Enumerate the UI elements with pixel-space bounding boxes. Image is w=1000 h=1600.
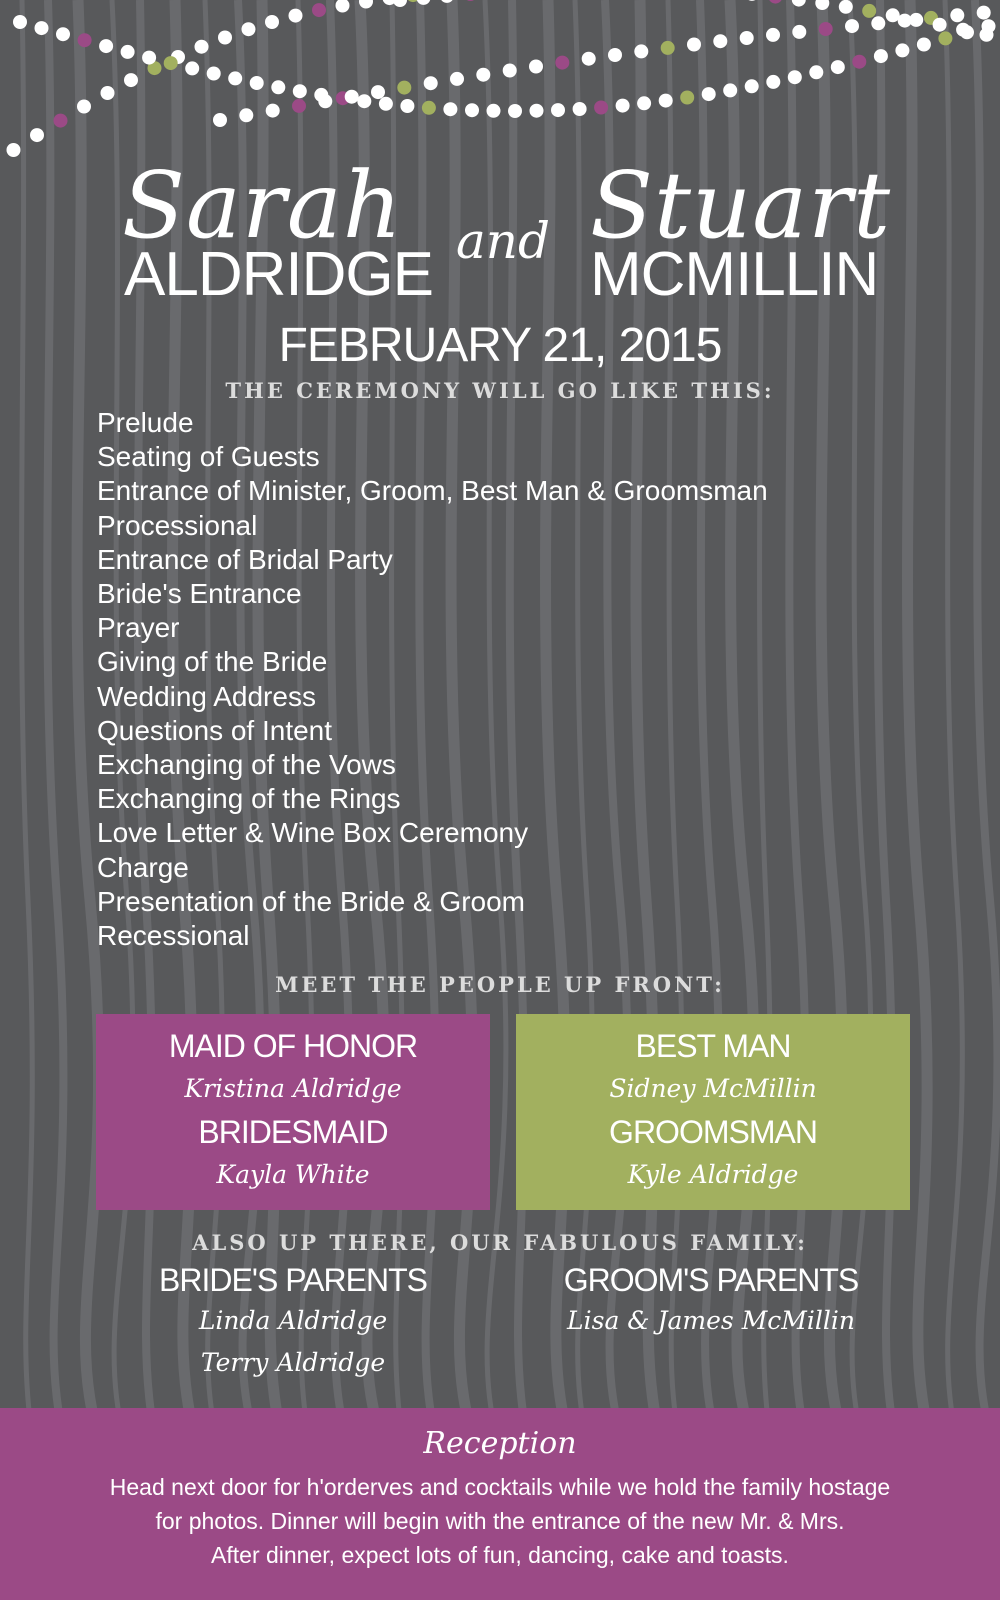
light-bulb xyxy=(164,56,178,70)
light-bulb xyxy=(608,48,622,62)
bride-first-name: Sarah xyxy=(122,152,403,259)
light-bulb xyxy=(819,22,833,36)
light-bulb xyxy=(723,83,737,97)
groomsman-name: Kyle Aldridge xyxy=(627,1160,799,1189)
light-bulb xyxy=(831,60,845,74)
light-bulb xyxy=(228,71,242,85)
light-bulb xyxy=(661,41,675,55)
program-item: Giving of the Bride xyxy=(97,646,328,678)
light-bulb xyxy=(422,101,436,115)
light-bulb xyxy=(573,102,587,116)
reception-title: Reception xyxy=(423,1426,577,1461)
light-bulb xyxy=(809,65,823,79)
light-bulb xyxy=(852,55,866,69)
light-bulb xyxy=(895,43,909,57)
light-bulb xyxy=(555,56,569,70)
program-item: Prayer xyxy=(97,612,180,644)
light-bulb xyxy=(508,104,522,118)
light-bulb xyxy=(371,85,385,99)
bride-side-box xyxy=(96,1014,490,1210)
light-bulb xyxy=(768,0,782,4)
light-bulb xyxy=(99,39,113,53)
reception-line: Head next door for h'orderves and cocktails while we hold the family hostage xyxy=(109,1474,891,1500)
program-item: Love Letter & Wine Box Ceremony xyxy=(97,817,529,849)
light-bulb xyxy=(766,75,780,89)
family-heading: ALSO UP THERE, OUR FABULOUS FAMILY: xyxy=(192,1230,808,1255)
program-item: Exchanging of the Rings xyxy=(97,783,401,815)
groomsman-label: GROOMSMAN xyxy=(609,1114,817,1150)
program-item: Exchanging of the Vows xyxy=(97,749,396,781)
light-bulb xyxy=(121,45,135,59)
wedding-date: FEBRUARY 21, 2015 xyxy=(278,319,722,372)
reception-banner xyxy=(0,1408,1000,1600)
light-bulb xyxy=(551,103,565,117)
light-bulb xyxy=(465,103,479,117)
program-item: Charge xyxy=(97,851,189,883)
maid-of-honor-name: Kristina Aldridge xyxy=(184,1074,402,1103)
light-bulb xyxy=(289,9,303,23)
light-bulb xyxy=(463,0,477,1)
light-bulb xyxy=(318,94,332,108)
light-bulb xyxy=(292,99,306,113)
best-man-label: BEST MAN xyxy=(635,1028,791,1064)
light-bulb xyxy=(680,91,694,105)
light-bulb xyxy=(637,96,651,110)
light-bulb xyxy=(766,28,780,42)
light-bulb xyxy=(871,16,885,30)
groom-side-box xyxy=(516,1014,910,1210)
light-bulb xyxy=(293,84,307,98)
light-bulb xyxy=(845,19,859,33)
couple-names xyxy=(0,152,1000,320)
light-bulb xyxy=(271,80,285,94)
party-heading: MEET THE PEOPLE UP FRONT: xyxy=(275,972,725,997)
light-bulb xyxy=(397,81,411,95)
light-bulb xyxy=(450,72,464,86)
light-bulb xyxy=(35,21,49,35)
light-bulb xyxy=(207,67,221,81)
light-bulb xyxy=(616,99,630,113)
light-bulb xyxy=(659,94,673,108)
light-bulb xyxy=(357,94,371,108)
light-bulb xyxy=(503,64,517,78)
light-bulb xyxy=(530,104,544,118)
light-bulb xyxy=(345,90,359,104)
light-bulb xyxy=(13,15,27,29)
light-bulb xyxy=(980,28,994,42)
light-bulb xyxy=(594,101,608,115)
program-item: Bride's Entrance xyxy=(97,578,302,610)
reception-text xyxy=(0,1470,1000,1572)
string-lights-garland xyxy=(0,0,1000,172)
light-bulb xyxy=(336,0,350,13)
light-bulb xyxy=(30,128,44,142)
groom-first-name: Stuart xyxy=(590,152,892,259)
light-bulb xyxy=(933,18,947,32)
reception-line: for photos. Dinner will begin with the entrance of the new Mr. & Mrs. xyxy=(155,1508,845,1534)
light-bulb xyxy=(56,27,70,41)
light-bulb xyxy=(476,68,490,82)
reception-line: After dinner, expect lots of fun, dancing, cake and toasts. xyxy=(211,1542,789,1568)
program-item: Wedding Address xyxy=(97,680,316,712)
light-bulb xyxy=(400,99,414,113)
light-bulb xyxy=(242,22,256,36)
light-bulb xyxy=(634,44,648,58)
light-bulb xyxy=(424,76,438,90)
light-bulb xyxy=(788,70,802,84)
light-bulb xyxy=(909,13,923,27)
program-item: Seating of Guests xyxy=(97,441,320,473)
ceremony-program-list xyxy=(97,406,768,953)
light-bulb xyxy=(185,61,199,75)
light-bulb xyxy=(142,51,156,65)
light-bulb xyxy=(487,104,501,118)
light-bulb xyxy=(792,25,806,39)
groom-last-name: MCMILLIN xyxy=(590,240,879,309)
light-bulb xyxy=(443,102,457,116)
light-bulb xyxy=(77,100,91,114)
bride-last-name: ALDRIDGE xyxy=(124,240,433,309)
bridesmaid-label: BRIDESMAID xyxy=(198,1114,388,1150)
brides-parents-label: BRIDE'S PARENTS xyxy=(159,1262,427,1298)
program-item: Recessional xyxy=(97,920,250,952)
grooms-parents-names: Lisa & James McMillin xyxy=(567,1306,855,1335)
light-bulb xyxy=(745,79,759,93)
program-item: Questions of Intent xyxy=(97,714,333,746)
brides-parents xyxy=(68,1260,518,1384)
program-item: Processional xyxy=(97,509,258,541)
light-bulb xyxy=(950,8,964,22)
light-bulb xyxy=(977,6,991,20)
light-bulb xyxy=(886,8,900,22)
light-bulb xyxy=(266,104,280,118)
light-bulb xyxy=(529,60,543,74)
light-bulb xyxy=(379,97,393,111)
light-bulb xyxy=(312,3,326,17)
light-bulb xyxy=(956,23,970,37)
light-bulb xyxy=(938,31,952,45)
brides-parent-name: Linda Aldridge xyxy=(198,1306,388,1335)
and-joiner: and xyxy=(456,212,551,270)
light-bulb xyxy=(213,113,227,127)
light-bulb xyxy=(78,33,92,47)
light-bulb xyxy=(740,31,754,45)
light-bulb xyxy=(917,38,931,52)
light-bulb xyxy=(54,114,68,128)
program-item: Presentation of the Bride & Groom xyxy=(97,885,525,917)
light-bulb xyxy=(250,76,264,90)
best-man-name: Sidney McMillin xyxy=(609,1074,817,1103)
brides-parent-name: Terry Aldridge xyxy=(200,1348,386,1377)
light-bulb xyxy=(874,49,888,63)
light-bulb xyxy=(124,73,138,87)
light-bulb xyxy=(7,143,21,157)
light-bulb xyxy=(195,40,209,54)
light-bulb xyxy=(239,108,253,122)
light-bulb xyxy=(218,31,232,45)
light-bulb xyxy=(713,34,727,48)
grooms-parents-label: GROOM'S PARENTS xyxy=(563,1262,859,1298)
bridesmaid-name: Kayla White xyxy=(216,1160,370,1189)
light-bulb xyxy=(582,52,596,66)
program-item: Entrance of Bridal Party xyxy=(97,543,393,575)
light-bulb xyxy=(101,86,115,100)
light-bulb xyxy=(862,4,876,18)
light-bulb xyxy=(745,0,759,1)
grooms-parents xyxy=(486,1260,936,1342)
light-bulb xyxy=(687,38,701,52)
light-bulb xyxy=(265,15,279,29)
ceremony-heading: THE CEREMONY WILL GO LIKE THIS: xyxy=(225,378,775,403)
program-item: Prelude xyxy=(97,407,194,438)
light-bulb xyxy=(702,87,716,101)
light-bulb xyxy=(839,0,853,14)
maid-of-honor-label: MAID OF HONOR xyxy=(168,1028,418,1064)
light-bulb xyxy=(393,0,407,7)
program-item: Entrance of Minister, Groom, Best Man & Groomsman xyxy=(97,475,768,507)
